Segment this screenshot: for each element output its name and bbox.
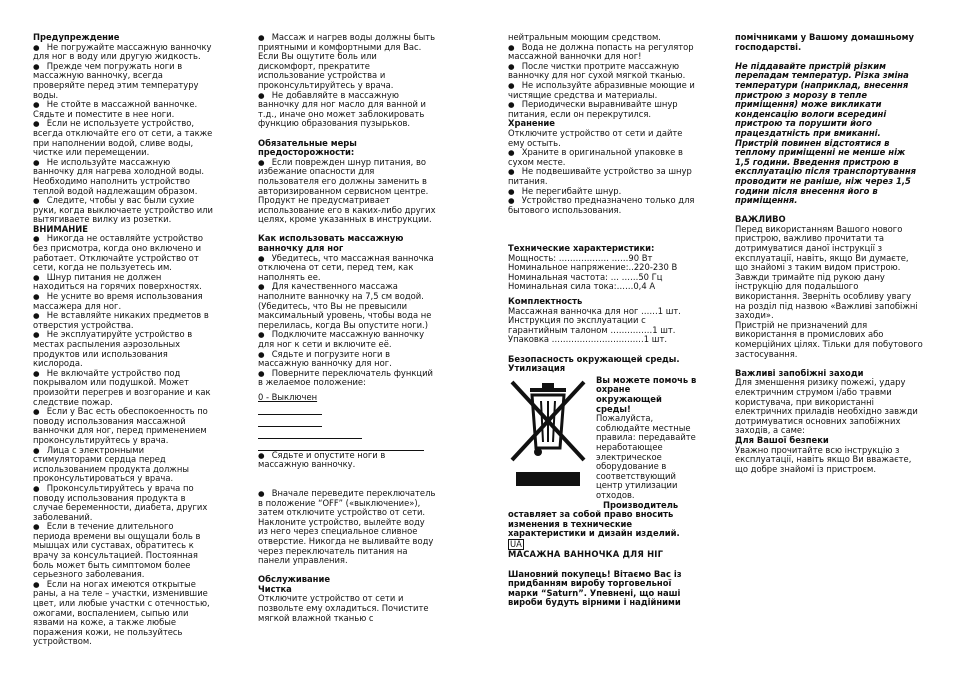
storage-item: ● Устройство предназначено только для бытового использования. [508, 196, 697, 215]
ua-intro-continued: помічниками у Вашому домашньому господарстві. [735, 32, 914, 52]
important-heading: ВАЖЛИВО [735, 214, 786, 225]
recycle-callout: Вы можете помочь в охране окружающей среды! [596, 374, 697, 414]
kit-line: Массажная ванночка для ног ……1 шт. [508, 305, 681, 316]
cleaning-heading: Чистка [258, 583, 292, 594]
warning-item: ● Не погружайте массажную ванночку для ног в воду или другую жидкость. [33, 43, 213, 62]
attention-item: ● Не добавляйте в массажную ванночку для ног масло для ванной и т.д., иначе оно может заблокировать функцию образования пузырьков. [258, 91, 436, 129]
warning-item: ● Прежде чем погружать ноги в массажную ванночку, всегда проверяйте перед этим температуру воды. [33, 62, 213, 100]
kit-line: Упаковка ……………………………1 шт. [508, 334, 668, 345]
commercial-use-note: Пристрій не призначений для використання в промислових або комерційних цілях. Тільки для побутового застосування. [735, 319, 923, 359]
storage-text: Отключите устройство от сети и дайте ему остыть. [508, 127, 683, 148]
usage-step: ● Вначале переведите переключатель в положение “OFF” («выключение»), затем отключите устройство от сети. Наклоните устройство, вылейте воду из него через специальное сливное отверстие. Никогда не выливайте воду через переключатель питания на панели управления. [258, 489, 436, 566]
manufacturer-note: оставляет за собой право вносить изменения в технические характеристики и дизайн изделий. [508, 509, 680, 539]
cleaning-item: ● Периодически выравнивайте шнур питания, если он перекрутился. [508, 100, 697, 119]
safety-heading: Обязательные меры предосторожности: [258, 137, 357, 158]
usage-heading: Как использовать массажную ванночку для ног [258, 233, 404, 254]
ua-section-title: МАСАЖНА ВАННОЧКА ДЛЯ НІГ [508, 549, 664, 560]
attention-item: ● Массаж и нагрев воды должны быть приятными и комфортными для Вас. Если Вы ощутите боль или дискомфорт, прекратите использование устройства и проконсультируйтесь у врача. [258, 33, 436, 91]
attention-item: ● Не включайте устройство под покрывалом или подушкой. Может произойти перегрев и возгорание и как следствие пожар. [33, 369, 213, 407]
switch-position-off: 0 - Выключен [258, 391, 318, 402]
warning-item: ● Следите, чтобы у вас были сухие руки, когда выключаете устройство или вытягиваете вилку из розетки. [33, 196, 213, 225]
temperature-warning: Не піддавайте пристрій різким перепадам температур. Різка зміна температури (наприклад, внесення пристрою з морозу в тепле приміщення) може викликати конденсацію вологи всередині пристрою та порушити його працездатність при вмиканні. Пристрій повинен відстоятися в теплому приміщенні не менше ніж 1,5 години. Введення пристрою в експлуатацію після транспортування проводити не раніше, ніж через 1,5 години після внесення його в приміщення. [735, 60, 917, 206]
warning-item: ● Если не используете устройство, всегда отключайте его от сети, а также при наполнении водой, сливе воды, чистке или перемещении. [33, 119, 213, 157]
spec-line: Мощность: ……………… ……90 Вт [508, 252, 653, 263]
cleaning-item: ● Вода не должна попасть на регулятор массажной ванночки для ног! [508, 43, 697, 62]
blank-line [258, 427, 362, 439]
attention-item: ● Если в течение длительного периода времени вы ощущали боль в мышцах или суставах, обратитесь к врачу за консультацией. Постоянная боль может быть симптомом более серьезного заболевания. [33, 522, 213, 580]
kit-line: Инструкция по эксплуатации с гарантийным талоном ……………1 шт. [508, 315, 676, 335]
service-heading: Обслуживание [258, 574, 331, 585]
spec-line: Номинальное напряжение:..220-230 В [508, 262, 678, 273]
blank-line [258, 403, 322, 415]
attention-item: ● Лица с электронными стимуляторами сердца перед использованием продукта должны проконсультироваться у врача. [33, 446, 213, 484]
usage-step: ● Сядьте и опустите ноги в массажную ванночку. [258, 451, 436, 470]
attention-item: ● Не усните во время использования массажера для ног. [33, 292, 213, 311]
warning-heading: Предупреждение [33, 32, 120, 42]
usage-step: ● Убедитесь, что массажная ванночка отключена от сети, перед тем, как наполнять ее. [258, 254, 436, 283]
attention-item: ● Никогда не оставляйте устройство без присмотра, когда оно включено и работает. Отключайте устройство от сети, когда не пользуетесь им. [33, 234, 213, 272]
cleaning-item: ● Не используйте абразивные моющие и чистящие средства и материалы. [508, 81, 697, 100]
storage-item: ● Не перегибайте шнур. [508, 187, 697, 197]
safety-text: Уважно прочитайте всю інструкцію з експлуатації, навіть якщо Ви вважаєте, що добре знайомі із пристроєм. [735, 444, 912, 474]
warning-item: ● Не стойте в массажной ванночке. Сядьте и поместите в нее ноги. [33, 100, 213, 119]
recycle-text: Пожалуйста, соблюдайте местные правила: передавайте неработающее электрическое оборудование в соответствующий центр утилизации отходов. [596, 413, 696, 500]
usage-step: ● Для качественного массажа наполните ванночку на 7,5 см водой. (Убедитесь, что Вы не превысили максимальный уровень, чтобы вода не перелилась, когда Вы опустите ноги.) [258, 282, 436, 330]
attention-item: ● Не вставляйте никаких предметов в отверстия устройства. [33, 311, 213, 330]
precautions-text: Для зменшення ризику пожежі, удару електричним струмом і/або травми користувача, при використанні електричних приладів необхідно завжди дотримуватися основних запобіжних заходів, а саме: [735, 377, 918, 436]
cleaning-text: нейтральным моющим средством. [508, 32, 661, 42]
column-1 [33, 33, 213, 647]
column-4 [735, 33, 923, 474]
cleaning-item: ● После чистки протрите массажную ванночку для ног сухой мягкой тканью. [508, 62, 697, 81]
storage-heading: Хранение [508, 118, 555, 129]
spec-line: Номинальная частота: … ……50 Гц [508, 271, 663, 282]
safety-item: ● Если поврежден шнур питания, во избежание опасности для пользователя его должны заменить в авторизированном сервисном центре. Продукт не предусматривает использование его в каких-либо других целях, кроме указанных в инструкции. [258, 158, 436, 225]
environment-heading: Безопасность окружающей среды. Утилизация [508, 353, 680, 374]
attention-item: ● Проконсультируйтесь у врача по поводу использования продукта в случае беременности, диабета, других заболеваний. [33, 484, 213, 522]
usage-step: ● Подключите массажную ванночку для ног к сети и включите её. [258, 330, 436, 349]
manufacturer-heading: Производитель [603, 499, 679, 510]
column-2 [258, 33, 436, 623]
attention-item: ● Шнур питания не должен находиться на горячих поверхностях. [33, 273, 213, 292]
storage-item: ● Храните в оригинальной упаковке в сухом месте. [508, 148, 697, 167]
specs-heading: Технические характеристики: [508, 243, 655, 254]
safety-heading: Для Вашої безпеки [735, 434, 829, 445]
warning-item: ● Не используйте массажную ванночку для нагрева холодной воды. Необходимо наполнить устройство теплой водой надлежащим образом. [33, 158, 213, 196]
ua-intro: Шановний покупець! Вітаємо Вас із придбанням виробу торговельної марки “Saturn”. Упевнені, що наші вироби будуть вірними і надійними [508, 568, 682, 608]
attention-item: ● Если на ногах имеются открытые раны, а на теле – участки, изменившие цвет, или любые участки с отечностью, ожогами, воспалением, сыпью или язвами на коже, а также любые поражения кожи, не пользуйтесь устройством. [33, 580, 213, 647]
storage-item: ● Не подвешивайте устройство за шнур питания. [508, 167, 697, 186]
crossed-bin-icon [508, 376, 588, 494]
spec-line: Номинальная сила тока:……0,4 А [508, 281, 656, 292]
attention-heading: ВНИМАНИЕ [33, 223, 88, 234]
language-marker: UA [510, 538, 522, 549]
blank-line [258, 415, 322, 427]
attention-item: ● Если у Вас есть обеспокоенность по поводу использования массажной ванночки для ног, перед применением проконсультируйтесь у врача. [33, 407, 213, 445]
important-text: Перед використанням Вашого нового пристрою, важливо прочитати та дотримуватися даної інструкції з експлуатації, навіть, якщо Ви думаєте, що знайомі з таким видом пристрою. Завжди тримайте під рукою дану інструкцію для подальшого використання. Зверніть особливу увагу на розділ під назвою «Важливі запобіжні заходи». [735, 223, 918, 321]
kit-heading: Комплектность [508, 296, 583, 307]
column-3 [508, 33, 697, 608]
attention-item: ● Не эксплуатируйте устройство в местах распыления аэрозольных продуктов или использования кислорода. [33, 330, 213, 368]
precautions-heading: Важливі запобіжні заходи [735, 367, 864, 378]
recycle-block [508, 376, 697, 501]
cleaning-text: Отключите устройство от сети и позвольте ему охладиться. Почистите мягкой влажной тканью с [258, 593, 429, 623]
blank-line [258, 439, 424, 451]
usage-step: ● Сядьте и погрузите ноги в массажную ванночку для ног. [258, 350, 436, 369]
usage-step: ● Поверните переключатель функций в желаемое положение: [258, 369, 436, 388]
